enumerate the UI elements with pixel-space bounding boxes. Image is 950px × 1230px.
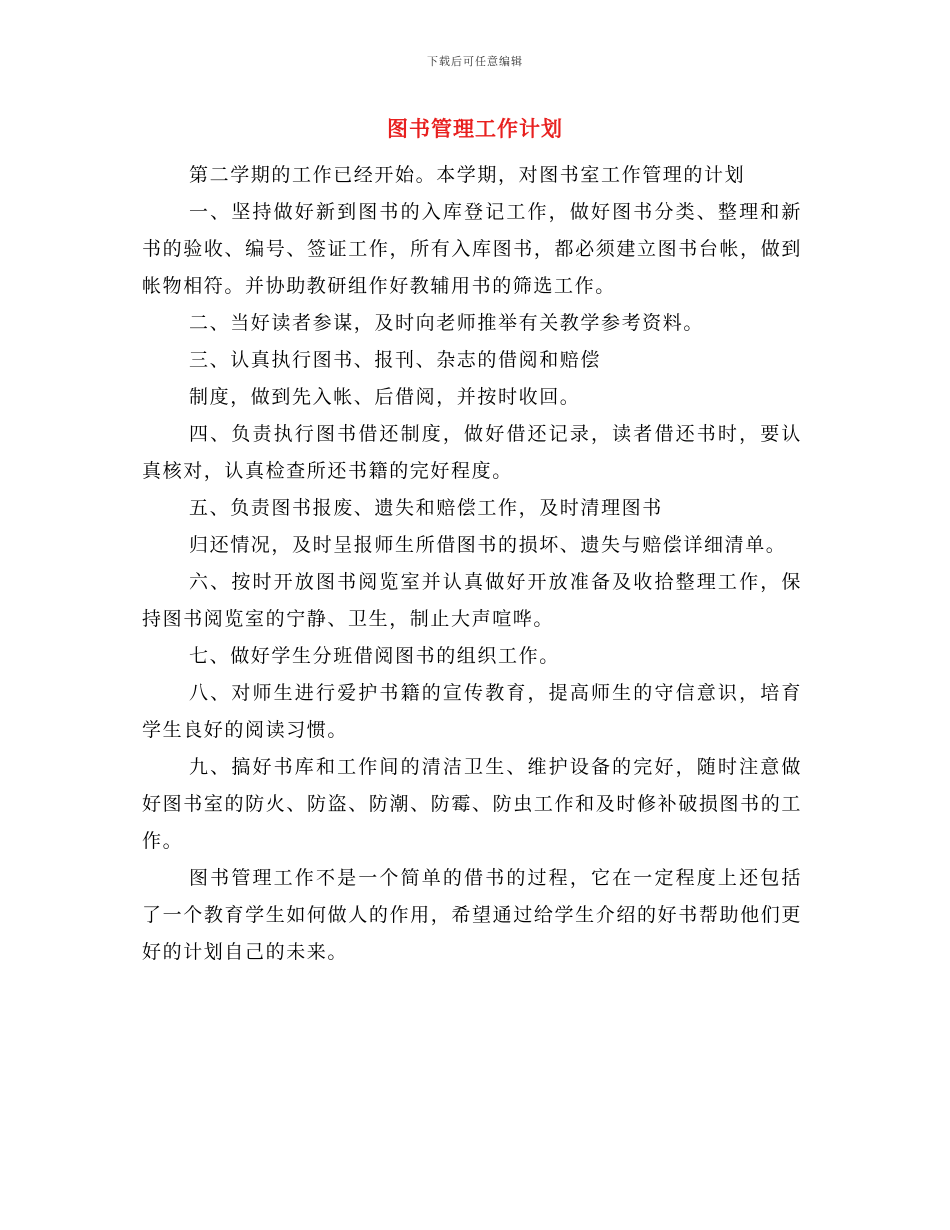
paragraph-conclusion: 图书管理工作不是一个简单的借书的过程，它在一定程度上还包括了一个教育学生如何做人的作用，希望通过给学生介绍的好书帮助他们更好的计划自己的未来。 (142, 867, 802, 963)
paragraph-item-4: 四、负责执行图书借还制度，做好借还记录，读者借还书时，要认真核对，认真检查所还书籍的完好程度。 (142, 423, 802, 482)
paragraph-item-3-cont: 制度，做到先入帐、后借阅，并按时收回。 (189, 386, 581, 408)
paragraph-intro: 第二学期的工作已经开始。本学期，对图书室工作管理的计划 (189, 164, 746, 186)
paragraph-item-3: 三、认真执行图书、报刊、杂志的借阅和赔偿 (189, 349, 602, 371)
paragraph-item-5: 五、负责图书报废、遗失和赔偿工作，及时清理图书 (189, 497, 663, 519)
paragraph-item-6: 六、按时开放图书阅览室并认真做好开放准备及收拾整理工作，保持图书阅览室的宁静、卫生，制止大声喧哗。 (142, 571, 802, 630)
paragraph-item-1: 一、坚持做好新到图书的入库登记工作，做好图书分类、整理和新书的验收、编号、签证工作，所有入库图书，都必须建立图书台帐，做到帐物相符。并协助教研组作好教辅用书的筛选工作。 (142, 201, 802, 297)
page-header: 下载后可任意编辑 (427, 55, 523, 68)
paragraph-item-9: 九、搞好书库和工作间的清洁卫生、维护设备的完好，随时注意做好图书室的防火、防盗、防潮、防霉、防虫工作和及时修补破损图书的工作。 (142, 756, 802, 852)
document-title: 图书管理工作计划 (387, 117, 563, 141)
document-body (142, 157, 802, 971)
paragraph-item-2: 二、当好读者参谋，及时向老师推举有关教学参考资料。 (189, 312, 705, 334)
paragraph-item-5-cont: 归还情况，及时呈报师生所借图书的损坏、遗失与赔偿详细清单。 (189, 534, 787, 556)
paragraph-item-8: 八、对师生进行爱护书籍的宣传教育，提高师生的守信意识，培育学生良好的阅读习惯。 (142, 682, 802, 741)
paragraph-item-7: 七、做好学生分班借阅图书的组织工作。 (189, 645, 560, 667)
